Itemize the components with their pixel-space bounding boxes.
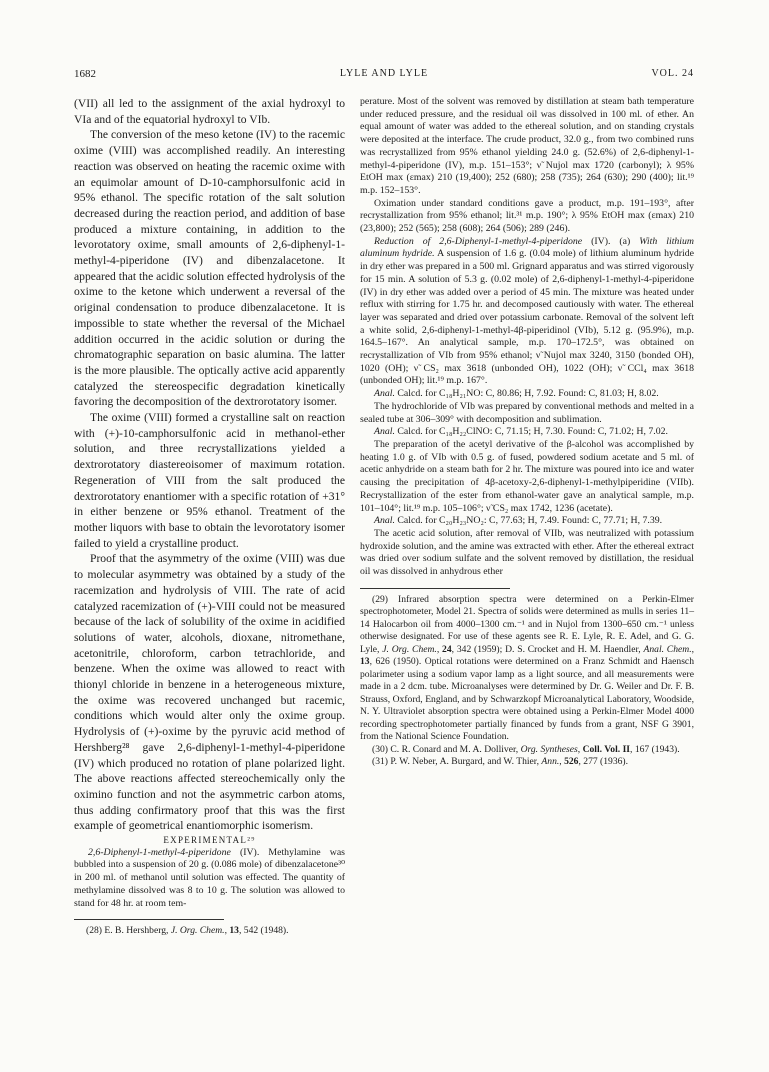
paragraph: The acetic acid solution, after removal of VIIb, was neutralized with potassium hydroxide solution, and the amine was extracted with ether. After the ethereal extract was dried over sodium sulfate and the solvent removed by distillation, the residual oil was dissolved in anhydrous ether	[360, 527, 694, 578]
paragraph	[360, 236, 694, 388]
paragraph-text: (IV). Methylamine was bubbled into a suspension of 20 g. (0.086 mole) of dibenzalacetone³⁰ in 200 ml. of methanol until solution was effected. The quantity of methylamine dissolved was 8 to 10 g. The solution was allowed to stand for 48 hr. at room tem-	[74, 846, 345, 909]
analysis-text: Calcd. for C₁₈H₂₁NO: C, 80.86; H, 7.92. Found: C, 81.03; H, 8.02.	[394, 388, 659, 400]
journal-name: Org. Syntheses	[520, 743, 578, 755]
footnote-text: (29) Infrared absorption spectra were determined on a Perkin-Elmer spectrophotometer, Model 21. Spectra of solids were determined as mulls in series 11–14 Halocarbon oil from 4000–1300 cm.⁻¹ and in Nujol from 1300–650 cm.⁻¹ unless otherwise designated. For use of these agents see R. E. Lyle, R. E. Adel, and G. G. Lyle,	[360, 593, 694, 655]
paragraph: The hydrochloride of VIb was prepared by conventional methods and melted in a sealed tube at 306–309° with decomposition and sublimation.	[360, 400, 694, 425]
footnote-rule	[360, 588, 510, 589]
experimental-section	[74, 834, 345, 910]
body-text	[74, 96, 345, 834]
paragraph: The oxime (VIII) formed a crystalline salt on reaction with (+)-10-camphorsulfonic acid in methanol-ether solution, and three recrystallizations yielded a dextrorotatory diastereoisomer of maximum rotation. Regeneration of VIII from the salt produced the dextrorotatory enantiomer with a specific rotation of +31° in either benzene or 95% ethanol. Treatment of the mother liquors with base to obtain the levorotatory isomer failed to yield a crystalline product.	[74, 411, 345, 550]
journal-volume: 13	[229, 925, 239, 937]
footnote-29: (29) Infrared absorption spectra were determined on a Perkin-Elmer spectrophotometer, Model 21. Spectra of solids were determined as mulls in series 11–14 Halocarbon oil from 4000–1300 cm.⁻¹ and in Nujol from 1300–650 cm.⁻¹ unless otherwise designated. For use of these agents see R. E. Lyle, R. E. Adel, and G. G. Lyle, J. Org. Chem., 24, 342 (1959); D. S. Crocket and H. M. Haendler, Anal. Chem., 13, 626 (1950). Optical rotations were determined on a Franz Schmidt and Haensch polarimeter using a sodium vapor lamp as a light source, and all measurements were made in a 2 dcm. tube. Microanalyses were determined by Dr. G. Weiler and Dr. F. B. Strauss, Oxford, England, and by Schwarzkopf Microanalytical Laboratory, Woodside, N. Y. Ultraviolet absorption spectra were obtained using a Perkin-Elmer Model 4000 recording spectrophotometer partially financed by funds from a grant, NSF G 3901, from the National Science Foundation.	[360, 593, 694, 743]
footnotes	[74, 925, 345, 938]
compound-title: 2,6-Diphenyl-1-methyl-4-piperidone	[88, 846, 231, 858]
analysis-line	[360, 426, 694, 439]
analysis-line	[360, 388, 694, 401]
footnote-text: , 277 (1936).	[578, 756, 629, 768]
paragraph-text: A suspension of 1.6 g. (0.04 mole) of lithium aluminum hydride in dry ether was prepared in a 500 ml. Grignard apparatus and was stirred vigorously for 15 min. A solution of 5.3 g. (0.02 mole) of 2,6-diphenyl-1-methyl-4-piperidone (IV) in dry ether was added over a period of 45 min. The mixture was heated under reflux with stirring for 1.75 hr. and decomposed cautiously with water. The ethereal layer was separated and dried over potassium carbonate. Removal of the solvent left a white solid, 2,6-diphenyl-1-methyl-4β-piperidinol (VIb), 5.12 g. (95.9%), m.p. 164.5–167°. An analytical sample, m.p. 170–172.5°, was obtained on recrystallization of VIb from 95% ethanol; ν̃ Nujol max 3240, 3150 (bonded OH), 1020 (OH); ν̃ CS₂ max 3618 (unbonded OH), 1022 (OH); ν̃ CCl₄ max 3618 (unbonded OH); lit.¹⁹ m.p. 167°.	[360, 248, 694, 387]
footnote-text: , 342 (1959); D. S. Crocket and H. M. Haendler,	[451, 643, 644, 655]
journal-name: J. Org. Chem.	[382, 643, 437, 655]
right-column	[360, 96, 694, 769]
journal-volume: 24	[442, 643, 452, 655]
paragraph: Proof that the asymmetry of the oxime (VIII) was due to molecular asymmetry was obtained by a study of the racemization and hydrolysis of VIII. The rate of acid catalyzed racemization of (+)-VIII could not be measured because of the lack of solubility of the oxime in acidified solutions of water, alcohols, dioxane, nitromethane, acetonitrile, chloroform, carbon tetrachloride, and benzene. When the oxime was allowed to react with thionyl chloride in benzene in a heterogeneous mixture, the oxime was recovered unchanged but racemic, conditions which would alter only the oxime group. Hydrolysis of (+)-oxime by the pyruvic acid method of Hershberg²⁸ gave 2,6-diphenyl-1-methyl-4-piperidone (IV) which produced no rotation of plane polarized light. The above reactions affected stereochemically only the oximino function and not the asymmetric carbon atoms, thus adding confirmatory proof that this was the first example of geometrical enantiomorphic isomerism.	[74, 552, 345, 833]
footnote-text: ,	[577, 743, 583, 755]
footnote-31	[360, 756, 694, 769]
paragraph: (VII) all led to the assignment of the axial hydroxyl to VIa and of the equatorial hydroxyl to VIb.	[74, 97, 345, 126]
subsection-title: Reduction of 2,6-Diphenyl-1-methyl-4-piperidone	[374, 235, 583, 247]
page-number: 1682	[74, 68, 96, 80]
paragraph	[74, 847, 345, 911]
experimental-continued	[360, 96, 694, 579]
footnote-text: , 542 (1948).	[238, 925, 289, 937]
anal-label: Anal.	[374, 515, 395, 527]
paragraph: Oximation under standard conditions gave a product, m.p. 191–193°, after recrystallization from 95% ethanol; lit.³¹ m.p. 190°; λ 95% EtOH max (εmax) 210 (23,800); 252 (565); 258 (608); 264 (506); 289 (246).	[360, 197, 694, 235]
footnote-text: (30) C. R. Conard and M. A. Dolliver,	[372, 743, 521, 755]
footnote-text: (31) P. W. Neber, A. Burgard, and W. Thier,	[372, 756, 542, 768]
subsection-method: With lithium aluminum hydride.	[360, 235, 695, 260]
paragraph-text: (IV). (a)	[582, 235, 640, 247]
anal-label: Anal.	[374, 388, 395, 400]
journal-name: Anal. Chem.	[643, 643, 692, 655]
volume-label: VOL. 24	[651, 68, 694, 79]
footnote-text: , 626 (1950). Optical rotations were determined on a Franz Schmidt and Haensch polarimeter using a sodium vapor lamp as a light source, and all measurements were made in a 2 dcm. tube. Microanalyses were determined by Dr. G. Weiler and Dr. F. B. Strauss, Oxford, England, and by Schwarzkopf Microanalytical Laboratory, Woodside, N. Y. Ultraviolet absorption spectra were obtained using a Perkin-Elmer Model 4000 recording spectrophotometer partially financed by funds from a grant, NSF G 3901, from the National Science Foundation.	[360, 656, 694, 743]
journal-volume: 526	[564, 756, 579, 768]
journal-volume: 13	[360, 656, 370, 668]
footnote-text: (28) E. B. Hershberg,	[86, 925, 171, 937]
analysis-line	[360, 515, 694, 528]
paragraph: The preparation of the acetyl derivative of the β-alcohol was accomplished by heating 1.0 g. of VIb with 0.5 g. of fused, powdered sodium acetate and 5 ml. of acetic anhydride on a steam bath for 2 hr. The mixture was poured into ice and water causing the precipitation of 4β-acetoxy-2,6-diphenyl-1-methylpiperidine (VIIb). Recrystallization of the ester from ethanol-water gave an analytical sample, m.p. 101–104°; lit.¹⁹ m.p. 105–106°; ν̃ CS₂ max 1742, 1236 (acetate).	[360, 438, 694, 514]
running-header	[74, 68, 694, 82]
analysis-text: Calcd. for C₂₀H₂₃NO₂: C, 77.63; H, 7.49. Found: C, 77.71; H, 7.39.	[394, 515, 663, 527]
footnote-28: (28) E. B. Hershberg, J. Org. Chem., 13, 542 (1948).	[86, 925, 289, 937]
left-column	[74, 96, 345, 938]
anal-label: Anal.	[374, 426, 395, 438]
paragraph: perature. Most of the solvent was removed by distillation at steam bath temperature under reduced pressure, and the residual oil was dissolved in 100 ml. of ether. An equal amount of water was added to the ethereal solution, and on standing crystals were deposited at the interface. The crude product, 32.0 g., from two combined runs was recrystallized from 95% ethanol yielding 24.0 g. (52.6%) of 2,6-diphenyl-1-methyl-4-piperidone (IV), m.p. 151–153°; ν̃ Nujol max 1720 (carbonyl); λ 95% EtOH max (εmax) 210 (19,400); 252 (680); 258 (735); 264 (630); 290 (400); lit.¹⁹ m.p. 152–153°.	[360, 96, 694, 196]
paragraph: The conversion of the meso ketone (IV) to the racemic oxime (VIII) was accomplished readily. An interesting reaction was observed on heating the racemic oxime with an equimolar amount of D-10-camphorsulfonic acid in 95% ethanol. The specific rotation of the salt solution decreased during the reaction period, and addition of base produced a mixture containing, in addition to the levorotatory oxime, small amounts of 2,6-diphenyl-1-methyl-4-piperidone (IV) and dibenzalacetone. It appeared that the acidic solution effected hydrolysis of the oxime to the ketone which underwent a reversal of the original condensation to produce dibenzalacetone. It is impossible to state whether the reversal of the Michael addition occurred in the acidic solution or during the chromatographic separation on basic alumina. The latter is the more plausible. The optically active acid apparently catalyzed the stereospecific degradation kinetically favoring the decomposition of the dextrorotatory isomer.	[74, 128, 345, 409]
footnote-30	[360, 744, 694, 757]
section-heading: EXPERIMENTAL²⁹	[163, 835, 256, 846]
footnote-text: ,	[559, 756, 565, 768]
footnotes	[360, 594, 694, 769]
journal-name: Ann.	[541, 756, 560, 768]
running-title: LYLE AND LYLE	[339, 68, 429, 79]
analysis-text: Calcd. for C₁₈H₂₂ClNO: C, 71.15; H, 7.30. Found: C, 71.02; H, 7.02.	[394, 426, 668, 438]
journal-volume: Coll. Vol. II	[582, 743, 631, 755]
journal-name: J. Org. Chem.	[170, 925, 225, 937]
footnote-rule	[74, 919, 224, 920]
footnote-text: , 167 (1943).	[630, 743, 680, 755]
